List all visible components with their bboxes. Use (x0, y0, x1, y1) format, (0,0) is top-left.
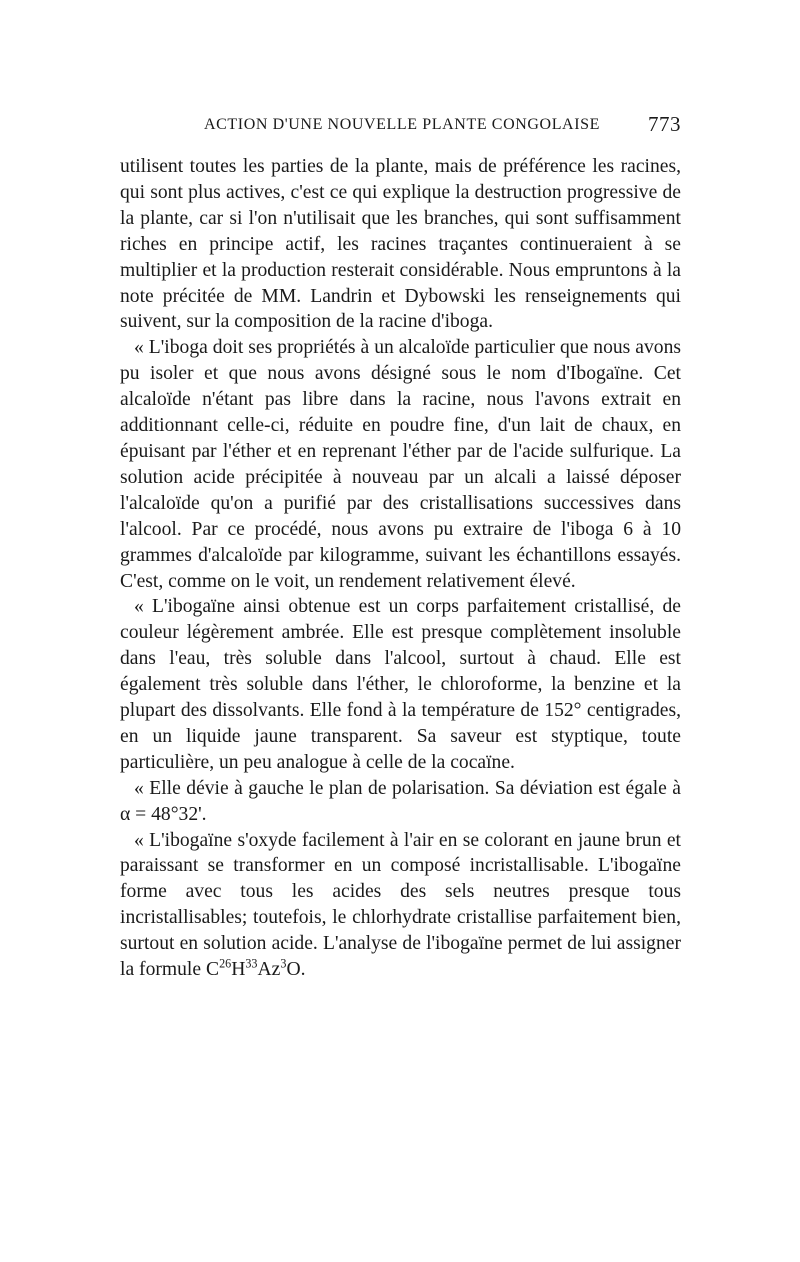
body-text (120, 154, 681, 983)
running-title: ACTION D'UNE NOUVELLE PLANTE CONGOLAISE (204, 116, 601, 133)
paragraph-alkaloid-extraction: « L'iboga doit ses propriétés à un alcaloïde particulier que nous avons pu isoler et que nous avons désigné sous le nom d'Ibogaïne. Cet alcaloïde n'étant pas libre dans la racine, nous l'avons extrait en additionnant celle-ci, réduite en poudre fine, d'un lait de chaux, en épuisant par l'éther et en reprenant l'éther par de l'acide sulfurique. La solution acide précipitée à nouveau par un alcali a laissé déposer l'alcaloïde qu'on a purifié par des cristallisations successives dans l'alcool. Par ce procédé, nous avons pu extraire de l'iboga 6 à 10 grammes d'alcaloïde par kilogramme, suivant les échantillons essayés. C'est, comme on le voit, un rendement relativement élevé. (120, 337, 681, 592)
paragraph-continuation: utilisent toutes les parties de la plante, mais de préférence les racines, qui sont plus actives, c'est ce qui explique la destruction progressive de la plante, car si l'on n'utilisait que les branches, qui sont suffisamment riches en principe actif, les racines traçantes continueraient à se multiplier et la production resterait considérable. Nous empruntons à la note précitée de MM. Landrin et Dybowski les renseignements qui suivent, sur la composition de la racine d'iboga. (120, 156, 681, 333)
chemical-formula: $C^{26}H^{33}Az^3O$. (205, 956, 306, 981)
page-number: 773 (648, 112, 681, 136)
running-header (120, 112, 681, 142)
book-page (120, 112, 681, 983)
paragraph-polarisation: « Elle dévie à gauche le plan de polarisation. Sa déviation est égale à α = 48°32'. (120, 777, 681, 825)
oxidation-text: « L'ibogaïne s'oxyde facilement à l'air en se colorant en jaune brun et paraissant se transformer en un composé incristallisable. L'ibogaïne forme avec tous les acides des sels neutres presque tous incristallisables; toutefois, le chlorhydrate cristallise parfaitement bien, surtout en solution acide. L'analyse de l'ibogaïne permet de lui assigner la formule (120, 829, 681, 981)
paragraph-ibogaine-properties: « L'ibogaïne ainsi obtenue est un corps parfaitement cristallisé, de couleur légèrement ambrée. Elle est presque complètement insoluble dans l'eau, très soluble dans l'alcool, surtout à chaud. Elle est également très soluble dans l'éther, le chloroforme, la benzine et la plupart des dissolvants. Elle fond à la température de 152° centigrades, en un liquide jaune transparent. Sa saveur est styptique, toute particulière, un peu analogue à celle de la cocaïne. (120, 596, 681, 773)
paragraph-oxidation-formula (120, 828, 681, 983)
